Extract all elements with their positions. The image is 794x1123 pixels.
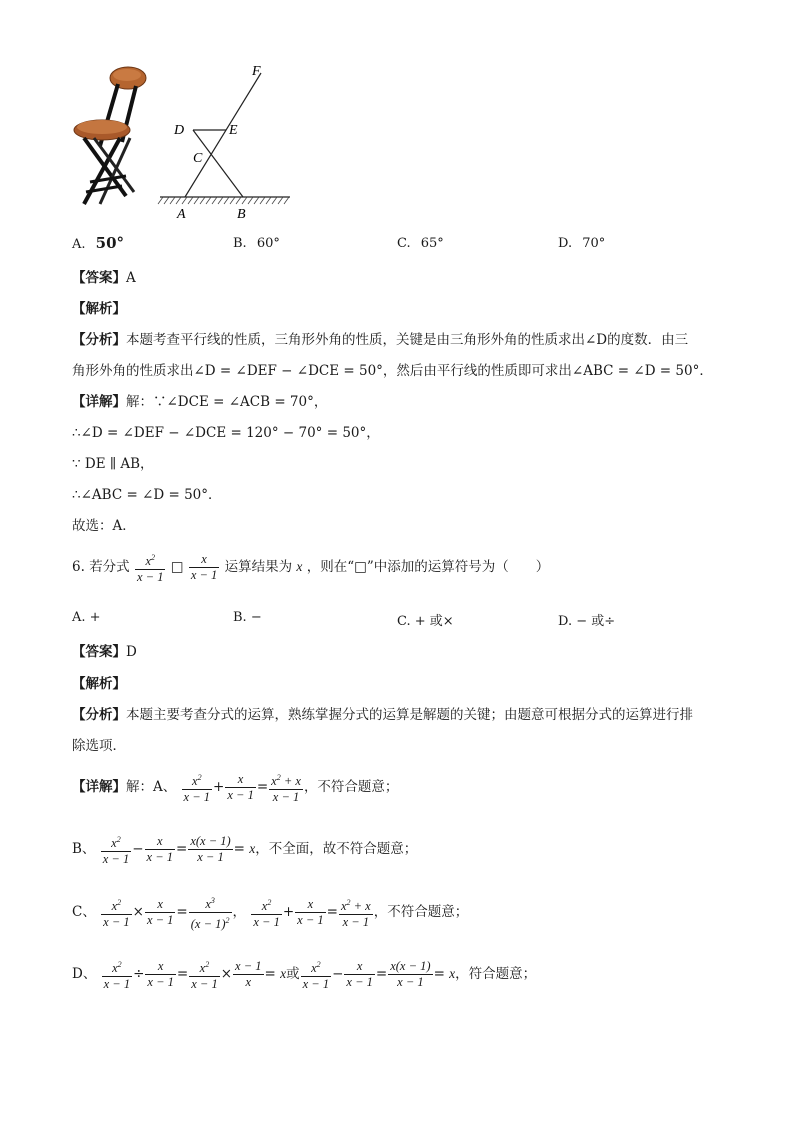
q5-fenxi-line1 (72, 328, 688, 348)
detail-text: ∵ DE ∥ AB， (72, 456, 154, 472)
option-d-value: 70° (582, 236, 606, 251)
geometry-diagram (155, 60, 300, 225)
fenxi-tag: 【分析】 (72, 332, 126, 348)
stem-text: ，则在“□”中添加的运算符号为（ ） (306, 559, 550, 576)
q5-detail-line5 (72, 514, 136, 534)
detail-text: ，符合题意； (455, 966, 537, 983)
option-b-prefix: B. (233, 236, 247, 251)
fraction: $\frac{x}{x - 1}$ (297, 897, 324, 928)
q5-answer (72, 266, 136, 286)
fraction: $\frac{x^2}{x - 1}$ (102, 835, 130, 867)
fraction: $\frac{x^2}{x - 1}$ (103, 898, 130, 930)
q6-option-a: A. + (72, 610, 101, 625)
fraction: $\frac{x(x - 1)}{x - 1}$ (190, 834, 231, 865)
q6-analysis-tag (72, 672, 126, 692)
detail-tag: 【详解】 (72, 394, 126, 410)
fraction: $\frac{x^2}{x - 1}$ (103, 960, 131, 992)
q5-fenxi-line2 (72, 359, 713, 379)
fraction: $\frac{x}{x - 1}$ (190, 552, 218, 583)
q6-option-c: C. + 或× (397, 614, 454, 629)
option-c (397, 236, 444, 251)
q6-fenxi-line2 (72, 734, 126, 754)
fenxi-text: 本题考查平行线的性质，三角形外角的性质，关键是由三角形外角的性质求出∠D的度数．由三 (126, 332, 689, 348)
detail-text: ，不符合题意； (303, 779, 399, 796)
q6-fenxi-line1 (72, 703, 693, 723)
label-c: C (193, 151, 203, 166)
q5-detail-line2 (72, 421, 380, 441)
detail-text: 故选：A． (72, 518, 136, 534)
fraction: $\frac{x}{x - 1}$ (227, 772, 254, 803)
option-a-value: 50° (95, 234, 125, 252)
q6-detail-c: C、 $\frac{x^2}{x - 1}$ × $\frac{x}{x - 1}$ = $\frac{x^3}{(x - 1)^2}$ ， $\frac{x^2}{x - 1}$ + $\frac{x}{x - 1}$ = $\frac{x^2 + x}{x - 1}$ ，不符合题意； (72, 893, 468, 932)
label-b: B (237, 207, 246, 222)
detail-text: ，不符合题意； (373, 904, 469, 921)
fenxi-tag: 【分析】 (72, 707, 126, 723)
option-a-prefix: A. (72, 237, 86, 252)
label-a: A (177, 207, 186, 222)
answer-value: D (126, 644, 137, 660)
label-f: F (252, 64, 261, 79)
stem-text: 运算结果为 (224, 559, 293, 576)
detail-text: ∴∠ABC = ∠D = 50°． (72, 487, 222, 503)
fraction: $\frac{x^2}{x - 1}$ (136, 553, 164, 585)
fraction: $\frac{x^2}{x - 1}$ (183, 773, 211, 805)
detail-text: 或 (286, 966, 300, 983)
q6-detail-d: D、 $\frac{x^2}{x - 1}$ ÷ $\frac{x}{x - 1}$ = $\frac{x^2}{x - 1}$ × $\frac{x - 1}{x}$ = x或 $\frac{x^2}{x - 1}$ − $\frac{x}{x - 1}$ = $\frac{x(x - 1)}{x - 1}$ = x，符合题意； (72, 957, 536, 992)
detail-text: ，不全面，故不符合题意； (255, 841, 418, 858)
option-c-value: 65° (420, 236, 444, 251)
question-number: 6. (72, 559, 85, 576)
fraction: $\frac{x}{x - 1}$ (346, 959, 373, 990)
detail-text: 解：∵∠DCE = ∠ACB = 70°， (126, 394, 328, 410)
fraction: $\frac{x^2 + x}{x - 1}$ (271, 773, 301, 805)
q6-detail-a: 【详解】解：A、 $\frac{x^2}{x - 1}$ + $\frac{x}{x - 1}$ = $\frac{x^2 + x}{x - 1}$ ，不符合题意； (72, 770, 398, 805)
fenxi-text: 角形外角的性质求出∠D = ∠DEF − ∠DCE = 50°，然后由平行线的性质即可求出∠ABC = ∠D = 50°． (72, 363, 713, 379)
fenxi-text: 本题主要考查分式的运算，熟练掌握分式的运算是解题的关键；由题意可根据分式的运算进行排 (126, 707, 693, 723)
fraction: $\frac{x(x - 1)}{x - 1}$ (390, 959, 431, 990)
answer-tag: 【答案】 (72, 644, 126, 660)
fraction: $\frac{x^3}{(x - 1)^2}$ (190, 896, 230, 932)
folding-chair-image (70, 64, 160, 214)
label-e: E (229, 123, 238, 138)
fraction: $\frac{x^2}{x - 1}$ (253, 898, 280, 930)
q6-option-b: B. − (233, 610, 262, 625)
fraction: $\frac{x - 1}{x}$ (235, 959, 262, 990)
fenxi-text: 除选项． (72, 738, 126, 754)
operator-box: □ (170, 559, 184, 576)
q6-detail-b: B、 $\frac{x^2}{x - 1}$ − $\frac{x}{x - 1}$ = $\frac{x(x - 1)}{x - 1}$ = x，不全面，故不符合题意； (72, 832, 417, 867)
q5-detail-line3 (72, 452, 154, 472)
q6-stem (72, 550, 549, 585)
q6-option-d: D. − 或÷ (558, 614, 616, 629)
q5-detail-line1 (72, 390, 327, 410)
option-b (233, 236, 280, 251)
fraction: $\frac{x^2}{x - 1}$ (302, 960, 330, 992)
detail-text: ∴∠D = ∠DEF − ∠DCE = 120° − 70° = 50°， (72, 425, 380, 441)
analysis-tag: 【解析】 (72, 676, 126, 692)
detail-tag: 【详解】 (72, 779, 126, 796)
detail-text: D、 (72, 966, 97, 983)
label-d: D (174, 123, 185, 138)
option-d-prefix: D. (558, 236, 573, 251)
option-d (558, 236, 605, 251)
q6-answer (72, 640, 137, 660)
fraction: $\frac{x^2}{x - 1}$ (191, 960, 218, 992)
option-c-prefix: C. (397, 236, 411, 251)
answer-value: A (126, 270, 136, 286)
detail-text: 解：A、 (126, 779, 177, 796)
option-a (72, 234, 124, 252)
option-b-value: 60° (256, 236, 280, 251)
q5-analysis-tag (72, 297, 126, 317)
answer-tag: 【答案】 (72, 270, 126, 286)
detail-text: B、 (72, 841, 96, 858)
fraction: $\frac{x}{x - 1}$ (146, 834, 173, 865)
stem-var: x (296, 559, 303, 575)
stem-text: 若分式 (89, 559, 130, 576)
detail-text: C、 (72, 904, 96, 921)
fraction: $\frac{x}{x - 1}$ (147, 959, 174, 990)
q5-detail-line4 (72, 483, 222, 503)
fraction: $\frac{x}{x - 1}$ (146, 897, 174, 928)
fraction: $\frac{x^2 + x}{x - 1}$ (340, 898, 371, 930)
analysis-tag: 【解析】 (72, 301, 126, 317)
